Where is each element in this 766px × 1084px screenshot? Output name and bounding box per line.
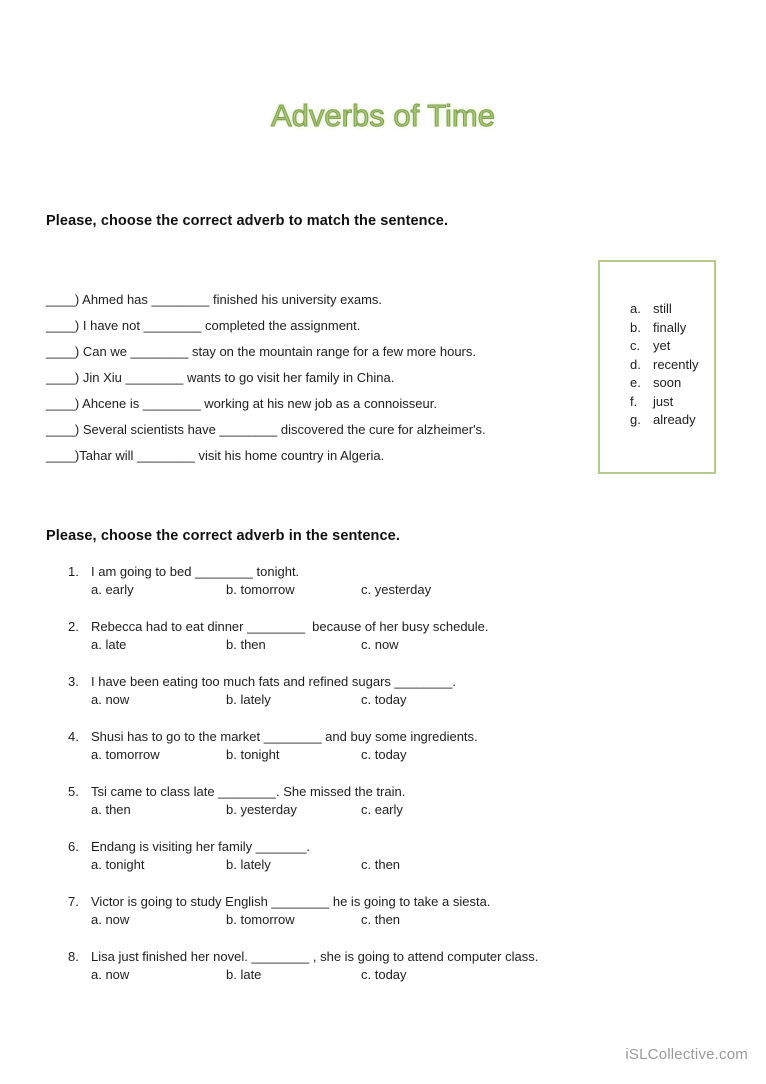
option-b: b. lately [226, 857, 271, 872]
match-sentence: ____) Ahcene is ________ working at his new job as a connoisseur. [46, 396, 437, 411]
match-sentence: ____) Jin Xiu ________ wants to go visit her family in China. [46, 370, 395, 385]
question-item [68, 563, 538, 618]
question-item [68, 673, 538, 728]
word-text: already [653, 412, 696, 427]
question-text: Lisa just finished her novel. ________ , she is going to attend computer class. [91, 949, 539, 964]
match-sentence: ____) Several scientists have ________ discovered the cure for alzheimer's. [46, 422, 486, 437]
question-options [91, 691, 538, 709]
question-options [91, 966, 538, 984]
question-line [68, 783, 538, 801]
word-bank-item [630, 337, 699, 356]
question-item [68, 728, 538, 783]
question-text: Victor is going to study English ________ he is going to take a siesta. [91, 894, 491, 909]
section1-heading: Please, choose the correct adverb to match the sentence. [46, 213, 449, 229]
question-line [68, 618, 538, 636]
section2-heading: Please, choose the correct adverb in the sentence. [46, 528, 400, 544]
option-c: c. today [361, 967, 407, 982]
question-text: Rebecca had to eat dinner ________ because of her busy schedule. [91, 619, 489, 634]
question-number: 4. [68, 729, 79, 744]
question-text: Shusi has to go to the market ________ and buy some ingredients. [91, 729, 478, 744]
question-line [68, 838, 538, 856]
option-b: b. tomorrow [226, 582, 295, 597]
option-a: a. then [91, 802, 131, 817]
question-options [91, 856, 538, 874]
question-item [68, 893, 538, 948]
option-a: a. now [91, 692, 130, 707]
page-title: Adverbs of Time [271, 98, 495, 133]
question-item [68, 948, 538, 1003]
question-options [91, 636, 538, 654]
match-sentence-list [46, 290, 486, 472]
option-b: b. late [226, 967, 262, 982]
question-line [68, 728, 538, 746]
multiple-choice-list [68, 563, 538, 1003]
question-options [91, 801, 538, 819]
question-item [68, 783, 538, 838]
watermark: iSLCollective.com [625, 1046, 748, 1063]
option-b: b. tonight [226, 747, 280, 762]
option-a: a. now [91, 912, 130, 927]
question-line [68, 673, 538, 691]
word-text: yet [653, 338, 671, 353]
question-number: 7. [68, 894, 79, 909]
word-bank-list [630, 300, 699, 430]
word-letter: g. [630, 412, 641, 427]
option-a: a. now [91, 967, 130, 982]
question-number: 5. [68, 784, 79, 799]
option-c: c. early [361, 802, 403, 817]
option-a: a. tonight [91, 857, 145, 872]
question-options [91, 581, 538, 599]
match-sentence: ____) Ahmed has ________ finished his university exams. [46, 292, 383, 307]
option-c: c. today [361, 692, 407, 707]
word-bank-item [630, 356, 699, 375]
option-c: c. now [361, 637, 399, 652]
option-b: b. tomorrow [226, 912, 295, 927]
question-item [68, 838, 538, 893]
match-sentence: ____) Can we ________ stay on the mountain range for a few more hours. [46, 344, 476, 359]
match-sentence: ____)Tahar will ________ visit his home country in Algeria. [46, 448, 385, 463]
word-letter: a. [630, 301, 641, 316]
option-c: c. yesterday [361, 582, 432, 597]
question-text: Endang is visiting her family _______. [91, 839, 310, 854]
question-number: 1. [68, 564, 79, 579]
option-b: b. then [226, 637, 266, 652]
option-c: c. then [361, 857, 401, 872]
word-letter: d. [630, 356, 641, 372]
option-b: b. yesterday [226, 802, 297, 817]
word-bank-item [630, 374, 699, 393]
option-c: c. today [361, 747, 407, 762]
question-number: 2. [68, 619, 79, 634]
question-number: 3. [68, 674, 79, 689]
word-text: soon [653, 375, 682, 390]
word-text: finally [653, 319, 687, 335]
word-bank-item [630, 411, 699, 430]
option-a: a. early [91, 582, 134, 597]
word-bank-item [630, 300, 699, 319]
question-line [68, 893, 538, 911]
option-a: a. late [91, 637, 127, 652]
question-options [91, 911, 538, 929]
question-text: Tsi came to class late ________. She missed the train. [91, 784, 406, 799]
question-number: 8. [68, 949, 79, 964]
question-line [68, 948, 538, 966]
word-text: recently [653, 356, 699, 372]
option-b: b. lately [226, 692, 271, 707]
word-text: still [653, 301, 672, 316]
question-item [68, 618, 538, 673]
question-options [91, 746, 538, 764]
word-letter: b. [630, 319, 641, 335]
word-text: just [653, 393, 674, 409]
word-bank-item [630, 319, 699, 338]
question-number: 6. [68, 839, 79, 854]
question-line [68, 563, 538, 581]
word-letter: e. [630, 375, 641, 390]
word-bank-item [630, 393, 699, 412]
option-a: a. tomorrow [91, 747, 160, 762]
match-sentence: ____) I have not ________ completed the assignment. [46, 318, 361, 333]
option-c: c. then [361, 912, 401, 927]
question-text: I have been eating too much fats and refined sugars ________. [91, 674, 456, 689]
word-letter: c. [630, 338, 641, 353]
word-letter: f. [630, 393, 638, 409]
word-bank-box [598, 260, 716, 474]
question-text: I am going to bed ________ tonight. [91, 564, 300, 579]
